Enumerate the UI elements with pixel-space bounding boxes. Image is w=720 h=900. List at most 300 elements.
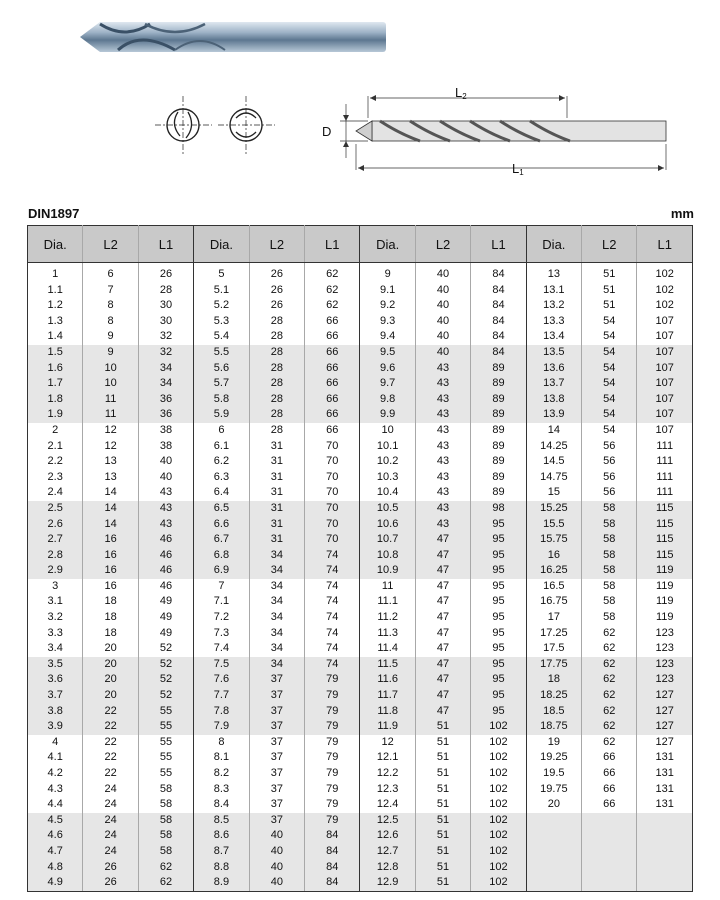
cell-dia: 7.9: [194, 719, 249, 735]
table-row: [28, 485, 693, 501]
cell-l1: 95: [471, 610, 526, 626]
cell-dia: 7.7: [194, 688, 249, 704]
col-header-l2: L2: [415, 226, 470, 263]
cell-dia: 2.8: [28, 548, 83, 564]
cell-l2: 51: [582, 263, 637, 283]
cell-dia: 10.7: [360, 532, 415, 548]
cell-l2: 28: [249, 329, 304, 345]
cell-dia: 10.6: [360, 517, 415, 533]
cell-l1: 43: [138, 517, 193, 533]
cell-l2: 26: [83, 875, 138, 891]
table-row: [28, 782, 693, 798]
cell-dia: 7.6: [194, 672, 249, 688]
cell-l1: 62: [138, 860, 193, 876]
cell-l2: 62: [582, 704, 637, 720]
cell-dia: 4.9: [28, 875, 83, 891]
cell-l2: 51: [415, 813, 470, 829]
cell-dia: 1.9: [28, 407, 83, 423]
cell-l2: 34: [249, 579, 304, 595]
cell-l2: 31: [249, 454, 304, 470]
cell-dia: 11.6: [360, 672, 415, 688]
cell-l2: 54: [582, 329, 637, 345]
cell-l1: 89: [471, 439, 526, 455]
cell-l1: 89: [471, 392, 526, 408]
cell-dia: [526, 875, 581, 891]
standard-label: DIN1897: [28, 206, 80, 221]
cell-l2: 47: [415, 532, 470, 548]
table-row: [28, 797, 693, 813]
cell-l2: 58: [582, 563, 637, 579]
cell-l1: 66: [305, 423, 360, 439]
cell-l2: 28: [249, 392, 304, 408]
cell-dia: 2.9: [28, 563, 83, 579]
cell-dia: 10.4: [360, 485, 415, 501]
table-row: [28, 875, 693, 891]
cell-dia: 18.5: [526, 704, 581, 720]
cell-l2: 62: [582, 641, 637, 657]
cell-l1: 49: [138, 626, 193, 642]
table-row: [28, 263, 693, 283]
cell-l1: 95: [471, 594, 526, 610]
cell-l1: 55: [138, 704, 193, 720]
table-row: [28, 329, 693, 345]
cell-l1: 84: [471, 314, 526, 330]
cell-l2: 9: [83, 329, 138, 345]
cell-dia: 5: [194, 263, 249, 283]
cell-l2: 51: [415, 735, 470, 751]
cell-l2: 54: [582, 407, 637, 423]
cell-l1: 74: [305, 563, 360, 579]
cell-l2: 34: [249, 626, 304, 642]
cell-l2: 43: [415, 423, 470, 439]
cell-dia: 10.3: [360, 470, 415, 486]
cell-dia: 2.6: [28, 517, 83, 533]
cell-l1: 123: [637, 626, 693, 642]
cell-dia: 1.7: [28, 376, 83, 392]
cell-l2: 47: [415, 579, 470, 595]
cell-l1: 119: [637, 563, 693, 579]
cell-l1: 74: [305, 548, 360, 564]
cell-l1: 102: [471, 844, 526, 860]
cell-dia: 2.7: [28, 532, 83, 548]
cell-l1: 79: [305, 813, 360, 829]
cell-l2: 14: [83, 485, 138, 501]
cell-dia: 7.8: [194, 704, 249, 720]
col-header-dia: Dia.: [194, 226, 249, 263]
cell-dia: 2.4: [28, 485, 83, 501]
cell-dia: 2.3: [28, 470, 83, 486]
cell-dia: 5.6: [194, 361, 249, 377]
cell-dia: 12.5: [360, 813, 415, 829]
cell-l2: 43: [415, 376, 470, 392]
cell-dia: 1.8: [28, 392, 83, 408]
cell-l2: 58: [582, 548, 637, 564]
cell-dia: 13.2: [526, 298, 581, 314]
cell-l1: 66: [305, 407, 360, 423]
cell-dia: 6.4: [194, 485, 249, 501]
col-header-dia: Dia.: [28, 226, 83, 263]
cell-dia: 6.7: [194, 532, 249, 548]
cell-l2: 40: [415, 314, 470, 330]
cell-dia: 9.7: [360, 376, 415, 392]
cell-l2: 37: [249, 704, 304, 720]
cell-l2: 58: [582, 594, 637, 610]
cell-l2: 26: [83, 860, 138, 876]
cell-l1: 102: [637, 283, 693, 299]
cell-l2: 40: [415, 283, 470, 299]
cell-l1: 127: [637, 735, 693, 751]
cell-dia: 4.8: [28, 860, 83, 876]
cell-l2: 51: [415, 782, 470, 798]
cell-l1: 74: [305, 626, 360, 642]
cell-l1: 119: [637, 594, 693, 610]
cell-l2: 31: [249, 470, 304, 486]
cell-l2: 40: [249, 828, 304, 844]
cell-l1: 89: [471, 485, 526, 501]
table-row: [28, 719, 693, 735]
cell-l1: 46: [138, 548, 193, 564]
cell-l1: 38: [138, 423, 193, 439]
dim-label-l2: L: [455, 85, 463, 100]
cell-dia: 3.9: [28, 719, 83, 735]
cell-l1: 38: [138, 439, 193, 455]
cell-l2: 43: [415, 407, 470, 423]
cell-dia: 6: [194, 423, 249, 439]
cell-l2: 20: [83, 641, 138, 657]
cell-l1: 79: [305, 704, 360, 720]
cell-l1: 84: [305, 828, 360, 844]
cell-dia: 12.7: [360, 844, 415, 860]
cell-l1: 34: [138, 376, 193, 392]
cell-l2: 12: [83, 423, 138, 439]
table-row: [28, 610, 693, 626]
cell-l1: [637, 860, 693, 876]
table-row: [28, 704, 693, 720]
cell-l1: 74: [305, 641, 360, 657]
cell-l1: 55: [138, 766, 193, 782]
cell-l1: 62: [305, 298, 360, 314]
cell-l1: 26: [138, 263, 193, 283]
table-row: [28, 392, 693, 408]
cell-l1: 111: [637, 439, 693, 455]
cell-dia: 1.4: [28, 329, 83, 345]
cell-dia: 11.4: [360, 641, 415, 657]
cell-l1: 102: [471, 875, 526, 891]
cell-dia: 9.9: [360, 407, 415, 423]
cell-dia: 7.5: [194, 657, 249, 673]
cell-l2: 37: [249, 672, 304, 688]
table-row: [28, 594, 693, 610]
cell-dia: 5.8: [194, 392, 249, 408]
cell-dia: 1.5: [28, 345, 83, 361]
cell-l2: 56: [582, 454, 637, 470]
cell-l1: 115: [637, 532, 693, 548]
cell-dia: 3.6: [28, 672, 83, 688]
table-row: [28, 314, 693, 330]
cell-dia: 20: [526, 797, 581, 813]
cell-dia: 11.1: [360, 594, 415, 610]
cell-l2: 51: [582, 298, 637, 314]
table-row: [28, 672, 693, 688]
cell-dia: 18.25: [526, 688, 581, 704]
table-row: [28, 439, 693, 455]
cell-l2: 62: [582, 735, 637, 751]
cell-l2: 40: [249, 860, 304, 876]
cell-dia: 12: [360, 735, 415, 751]
cell-l1: 62: [138, 875, 193, 891]
table-row: [28, 563, 693, 579]
cell-dia: 4.3: [28, 782, 83, 798]
drill-size-table: [27, 225, 693, 892]
cell-l1: 102: [471, 750, 526, 766]
cell-l1: 70: [305, 517, 360, 533]
cell-dia: [526, 844, 581, 860]
cell-dia: 9.3: [360, 314, 415, 330]
cell-l2: 66: [582, 797, 637, 813]
cell-l2: 13: [83, 454, 138, 470]
cell-l1: 84: [305, 844, 360, 860]
cell-dia: 4.2: [28, 766, 83, 782]
cell-l1: [637, 813, 693, 829]
cell-dia: 6.1: [194, 439, 249, 455]
cell-l1: 28: [138, 283, 193, 299]
cell-dia: 7: [194, 579, 249, 595]
cell-l1: 102: [471, 782, 526, 798]
cell-dia: 1.6: [28, 361, 83, 377]
cell-l1: 84: [471, 283, 526, 299]
cell-dia: 3.7: [28, 688, 83, 704]
cell-l2: 47: [415, 563, 470, 579]
table-row: [28, 423, 693, 439]
cell-l1: 74: [305, 657, 360, 673]
cell-l1: 52: [138, 688, 193, 704]
cell-dia: 4.6: [28, 828, 83, 844]
cell-l1: 95: [471, 517, 526, 533]
cell-l1: 123: [637, 657, 693, 673]
cell-l2: 28: [249, 314, 304, 330]
cell-dia: 14.75: [526, 470, 581, 486]
cell-l2: 62: [582, 719, 637, 735]
cell-dia: 9.5: [360, 345, 415, 361]
table-row: [28, 470, 693, 486]
cell-l2: 51: [415, 797, 470, 813]
cell-l2: 62: [582, 657, 637, 673]
cell-l1: 102: [471, 735, 526, 751]
cell-l2: 8: [83, 298, 138, 314]
table-row: [28, 860, 693, 876]
cell-dia: 5.4: [194, 329, 249, 345]
table-row: [28, 548, 693, 564]
cell-l1: 74: [305, 610, 360, 626]
cell-dia: 6.2: [194, 454, 249, 470]
cell-l1: 102: [637, 298, 693, 314]
cell-l1: 79: [305, 719, 360, 735]
cell-dia: 10.8: [360, 548, 415, 564]
cell-l1: 46: [138, 563, 193, 579]
cell-l1: 102: [471, 828, 526, 844]
cell-dia: 12.8: [360, 860, 415, 876]
cell-l1: 58: [138, 813, 193, 829]
cell-l1: 89: [471, 376, 526, 392]
cell-dia: 16.5: [526, 579, 581, 595]
cell-dia: 17.5: [526, 641, 581, 657]
cell-dia: 2: [28, 423, 83, 439]
cell-dia: 7.1: [194, 594, 249, 610]
cell-l2: 43: [415, 454, 470, 470]
cell-dia: 13.9: [526, 407, 581, 423]
cell-l2: 54: [582, 314, 637, 330]
cell-dia: 6.6: [194, 517, 249, 533]
cell-l1: 66: [305, 361, 360, 377]
cell-dia: 6.5: [194, 501, 249, 517]
cell-l1: 95: [471, 532, 526, 548]
col-header-l2: L2: [83, 226, 138, 263]
cell-l1: 79: [305, 766, 360, 782]
cell-l1: 95: [471, 641, 526, 657]
cell-l1: 32: [138, 329, 193, 345]
cell-dia: 9.6: [360, 361, 415, 377]
cell-dia: 7.2: [194, 610, 249, 626]
cell-l1: 95: [471, 672, 526, 688]
cell-l2: 54: [582, 392, 637, 408]
cell-l1: 74: [305, 579, 360, 595]
cell-dia: 17.25: [526, 626, 581, 642]
cell-dia: 10.5: [360, 501, 415, 517]
cell-l2: 16: [83, 532, 138, 548]
table-row: [28, 298, 693, 314]
cell-l1: 102: [471, 766, 526, 782]
cell-dia: 3.8: [28, 704, 83, 720]
cell-dia: 3.1: [28, 594, 83, 610]
col-header-l1: L1: [637, 226, 693, 263]
cell-l1: 66: [305, 376, 360, 392]
cell-l2: 58: [582, 532, 637, 548]
cell-l2: 28: [249, 376, 304, 392]
table-row: [28, 750, 693, 766]
cell-l2: 51: [415, 719, 470, 735]
cell-dia: 2.5: [28, 501, 83, 517]
cell-l1: 95: [471, 626, 526, 642]
cell-l1: 95: [471, 563, 526, 579]
cell-l1: 84: [305, 875, 360, 891]
col-header-dia: Dia.: [526, 226, 581, 263]
dim-label-d: D: [322, 124, 332, 139]
cell-dia: 8.6: [194, 828, 249, 844]
cell-l2: 37: [249, 813, 304, 829]
cell-l2: 6: [83, 263, 138, 283]
cell-l2: 20: [83, 688, 138, 704]
cell-l2: 40: [415, 329, 470, 345]
cell-l1: 127: [637, 688, 693, 704]
cell-l2: 34: [249, 641, 304, 657]
cell-l2: 37: [249, 688, 304, 704]
cell-l1: 46: [138, 579, 193, 595]
cell-l1: 66: [305, 329, 360, 345]
cell-dia: 14: [526, 423, 581, 439]
cell-l2: [582, 844, 637, 860]
svg-text:L1: [512, 161, 524, 177]
cell-l1: 58: [138, 797, 193, 813]
cell-l1: 123: [637, 641, 693, 657]
cell-l1: 40: [138, 470, 193, 486]
cell-l2: 22: [83, 766, 138, 782]
cell-l1: 107: [637, 361, 693, 377]
cell-l1: 49: [138, 610, 193, 626]
cell-l2: 20: [83, 672, 138, 688]
cell-dia: 1: [28, 263, 83, 283]
cell-l2: 11: [83, 392, 138, 408]
cell-l1: 107: [637, 392, 693, 408]
cell-dia: 11.9: [360, 719, 415, 735]
cell-l1: 70: [305, 454, 360, 470]
cell-l2: 47: [415, 704, 470, 720]
cell-l2: 26: [249, 283, 304, 299]
cell-l2: 13: [83, 470, 138, 486]
cell-l1: 58: [138, 782, 193, 798]
cell-dia: 19.75: [526, 782, 581, 798]
table-row: [28, 844, 693, 860]
cell-dia: 3: [28, 579, 83, 595]
cell-dia: 8.5: [194, 813, 249, 829]
table-row: [28, 735, 693, 751]
cell-l1: 79: [305, 750, 360, 766]
cell-dia: 1.3: [28, 314, 83, 330]
cell-l1: 84: [471, 345, 526, 361]
cell-l1: 102: [471, 719, 526, 735]
cell-dia: 13: [526, 263, 581, 283]
cell-l2: 34: [249, 657, 304, 673]
cell-l2: 56: [582, 439, 637, 455]
cell-dia: 10: [360, 423, 415, 439]
cell-l2: 34: [249, 610, 304, 626]
cell-l1: 115: [637, 517, 693, 533]
cell-dia: 3.3: [28, 626, 83, 642]
cell-dia: [526, 828, 581, 844]
cell-dia: 10.9: [360, 563, 415, 579]
cell-dia: 5.1: [194, 283, 249, 299]
cell-l1: 89: [471, 361, 526, 377]
cell-l2: 37: [249, 750, 304, 766]
cell-dia: 11.2: [360, 610, 415, 626]
cell-l1: [637, 828, 693, 844]
cell-dia: 4.1: [28, 750, 83, 766]
cell-l2: 34: [249, 594, 304, 610]
cell-dia: 6.8: [194, 548, 249, 564]
cell-l2: 11: [83, 407, 138, 423]
cell-l1: 127: [637, 704, 693, 720]
cell-l2: 58: [582, 517, 637, 533]
cell-l1: 55: [138, 719, 193, 735]
table-row: [28, 345, 693, 361]
table-row: [28, 454, 693, 470]
dim-label-l1-sub: 1: [519, 168, 524, 177]
cell-l1: 62: [305, 263, 360, 283]
cell-l2: 62: [582, 688, 637, 704]
cell-l1: [637, 844, 693, 860]
cell-l2: 43: [415, 392, 470, 408]
cell-l2: 31: [249, 485, 304, 501]
cell-l2: 37: [249, 782, 304, 798]
drill-photo: [80, 22, 386, 52]
cell-dia: 17: [526, 610, 581, 626]
cell-dia: 16: [526, 548, 581, 564]
table-row: [28, 828, 693, 844]
cell-l2: 31: [249, 439, 304, 455]
cell-l1: 123: [637, 672, 693, 688]
cell-dia: 8.2: [194, 766, 249, 782]
cell-dia: [526, 813, 581, 829]
cell-dia: 12.3: [360, 782, 415, 798]
